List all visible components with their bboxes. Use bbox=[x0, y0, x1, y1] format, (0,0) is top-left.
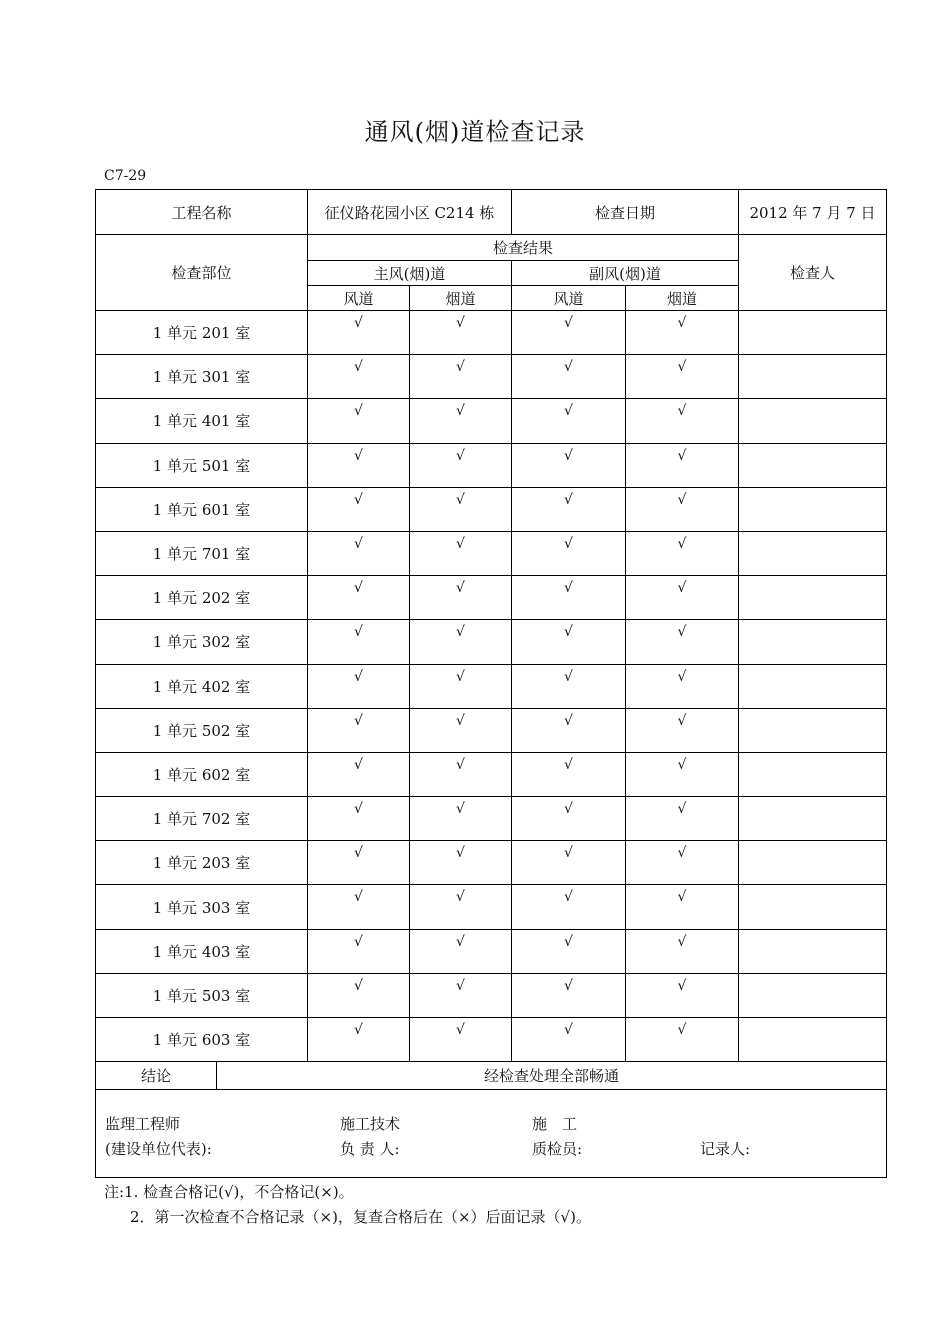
check-mark-aux-air: √ bbox=[512, 797, 626, 841]
room-location: 1 单元 303 室 bbox=[96, 885, 308, 929]
check-mark-main-smoke: √ bbox=[410, 664, 512, 708]
check-mark-aux-smoke: √ bbox=[626, 797, 739, 841]
inspector-cell bbox=[739, 355, 887, 399]
main-smoke-header: 烟道 bbox=[410, 286, 512, 311]
check-mark-aux-air: √ bbox=[512, 752, 626, 796]
room-location: 1 单元 602 室 bbox=[96, 752, 308, 796]
footnotes bbox=[104, 1180, 591, 1230]
check-mark-main-smoke: √ bbox=[410, 708, 512, 752]
table-row bbox=[96, 973, 887, 1017]
form-code: C7-29 bbox=[104, 168, 147, 184]
inspector-cell bbox=[739, 929, 887, 973]
room-location: 1 单元 402 室 bbox=[96, 664, 308, 708]
check-mark-main-smoke: √ bbox=[410, 1018, 512, 1062]
table-row bbox=[96, 708, 887, 752]
room-location: 1 单元 401 室 bbox=[96, 399, 308, 443]
table-row bbox=[96, 399, 887, 443]
check-mark-main-smoke: √ bbox=[410, 311, 512, 355]
check-mark-main-smoke: √ bbox=[410, 929, 512, 973]
table-row bbox=[96, 620, 887, 664]
table-row bbox=[96, 841, 887, 885]
check-mark-aux-air: √ bbox=[512, 311, 626, 355]
check-mark-main-air: √ bbox=[308, 752, 410, 796]
check-mark-main-smoke: √ bbox=[410, 752, 512, 796]
signature-row bbox=[96, 1090, 887, 1178]
conclusion-label: 结论 bbox=[96, 1062, 217, 1089]
check-mark-main-air: √ bbox=[308, 531, 410, 575]
table-row bbox=[96, 797, 887, 841]
check-mark-aux-air: √ bbox=[512, 443, 626, 487]
inspector-cell bbox=[739, 708, 887, 752]
inspector-cell bbox=[739, 399, 887, 443]
tech-lead-title: 施工技术 bbox=[340, 1114, 401, 1133]
supervisor-subtitle: (建设单位代表): bbox=[105, 1139, 212, 1158]
check-mark-main-smoke: √ bbox=[410, 797, 512, 841]
aux-smoke-header: 烟道 bbox=[626, 286, 739, 311]
check-mark-main-air: √ bbox=[308, 620, 410, 664]
location-header: 检查部位 bbox=[96, 235, 308, 311]
check-mark-main-smoke: √ bbox=[410, 531, 512, 575]
inspector-cell bbox=[739, 576, 887, 620]
check-mark-main-air: √ bbox=[308, 973, 410, 1017]
check-mark-aux-smoke: √ bbox=[626, 1018, 739, 1062]
inspector-cell bbox=[739, 1018, 887, 1062]
check-mark-aux-smoke: √ bbox=[626, 443, 739, 487]
table-row bbox=[96, 664, 887, 708]
main-air-header: 风道 bbox=[308, 286, 410, 311]
room-location: 1 单元 203 室 bbox=[96, 841, 308, 885]
check-mark-aux-smoke: √ bbox=[626, 973, 739, 1017]
signature-cell bbox=[96, 1090, 887, 1178]
check-mark-aux-smoke: √ bbox=[626, 311, 739, 355]
table-row bbox=[96, 1018, 887, 1062]
check-mark-main-smoke: √ bbox=[410, 355, 512, 399]
check-mark-main-smoke: √ bbox=[410, 885, 512, 929]
conclusion-row bbox=[96, 1062, 887, 1090]
check-mark-main-air: √ bbox=[308, 885, 410, 929]
room-location: 1 单元 701 室 bbox=[96, 531, 308, 575]
conclusion-value: 经检查处理全部畅通 bbox=[484, 1067, 620, 1086]
room-location: 1 单元 403 室 bbox=[96, 929, 308, 973]
room-location: 1 单元 503 室 bbox=[96, 973, 308, 1017]
inspection-table bbox=[95, 189, 887, 1178]
check-mark-main-smoke: √ bbox=[410, 841, 512, 885]
inspector-cell bbox=[739, 531, 887, 575]
room-location: 1 单元 502 室 bbox=[96, 708, 308, 752]
inspector-cell bbox=[739, 841, 887, 885]
room-location: 1 单元 302 室 bbox=[96, 620, 308, 664]
check-mark-main-air: √ bbox=[308, 708, 410, 752]
aux-duct-header: 副风(烟)道 bbox=[512, 261, 739, 286]
inspector-cell bbox=[739, 487, 887, 531]
check-mark-aux-air: √ bbox=[512, 841, 626, 885]
check-mark-main-smoke: √ bbox=[410, 399, 512, 443]
check-mark-main-air: √ bbox=[308, 443, 410, 487]
table-row bbox=[96, 929, 887, 973]
header-row bbox=[96, 190, 887, 235]
check-mark-main-smoke: √ bbox=[410, 487, 512, 531]
check-mark-aux-air: √ bbox=[512, 487, 626, 531]
room-location: 1 单元 202 室 bbox=[96, 576, 308, 620]
supervisor-title: 监理工程师 bbox=[105, 1114, 181, 1133]
check-mark-aux-air: √ bbox=[512, 355, 626, 399]
check-mark-aux-air: √ bbox=[512, 1018, 626, 1062]
check-mark-aux-air: √ bbox=[512, 664, 626, 708]
check-mark-aux-smoke: √ bbox=[626, 487, 739, 531]
check-mark-main-air: √ bbox=[308, 797, 410, 841]
note-1: 注:1. 检查合格记(√)，不合格记(×)。 bbox=[104, 1183, 354, 1201]
check-mark-main-smoke: √ bbox=[410, 973, 512, 1017]
inspector-cell bbox=[739, 752, 887, 796]
check-mark-aux-air: √ bbox=[512, 929, 626, 973]
recorder-label: 记录人: bbox=[700, 1139, 751, 1158]
check-mark-aux-smoke: √ bbox=[626, 576, 739, 620]
room-location: 1 单元 301 室 bbox=[96, 355, 308, 399]
check-mark-aux-air: √ bbox=[512, 620, 626, 664]
check-mark-aux-smoke: √ bbox=[626, 885, 739, 929]
check-mark-aux-air: √ bbox=[512, 708, 626, 752]
column-header-row-1 bbox=[96, 235, 887, 261]
inspection-date-label: 检查日期 bbox=[512, 190, 739, 235]
tech-lead-subtitle: 负 责 人: bbox=[340, 1139, 400, 1158]
check-mark-aux-smoke: √ bbox=[626, 399, 739, 443]
check-mark-aux-smoke: √ bbox=[626, 929, 739, 973]
aux-air-header: 风道 bbox=[512, 286, 626, 311]
inspector-cell bbox=[739, 620, 887, 664]
check-mark-main-air: √ bbox=[308, 576, 410, 620]
inspector-cell bbox=[739, 664, 887, 708]
inspection-date-value: 2012 年 7 月 7 日 bbox=[739, 190, 887, 235]
inspector-cell bbox=[739, 885, 887, 929]
check-mark-aux-smoke: √ bbox=[626, 708, 739, 752]
qc-title: 施 工 bbox=[532, 1114, 578, 1133]
table-row bbox=[96, 487, 887, 531]
table-row bbox=[96, 443, 887, 487]
table-row bbox=[96, 311, 887, 355]
check-mark-main-smoke: √ bbox=[410, 443, 512, 487]
room-location: 1 单元 501 室 bbox=[96, 443, 308, 487]
check-mark-main-air: √ bbox=[308, 929, 410, 973]
check-mark-aux-air: √ bbox=[512, 885, 626, 929]
check-mark-aux-smoke: √ bbox=[626, 664, 739, 708]
check-mark-main-smoke: √ bbox=[410, 620, 512, 664]
check-mark-aux-air: √ bbox=[512, 576, 626, 620]
check-mark-main-air: √ bbox=[308, 841, 410, 885]
table-row bbox=[96, 885, 887, 929]
check-mark-aux-smoke: √ bbox=[626, 620, 739, 664]
document-title: 通风(烟)道检查记录 bbox=[364, 118, 586, 146]
inspector-cell bbox=[739, 797, 887, 841]
check-mark-aux-air: √ bbox=[512, 973, 626, 1017]
check-mark-aux-air: √ bbox=[512, 531, 626, 575]
room-location: 1 单元 702 室 bbox=[96, 797, 308, 841]
room-location: 1 单元 201 室 bbox=[96, 311, 308, 355]
project-name-label: 工程名称 bbox=[96, 190, 308, 235]
inspector-header: 检查人 bbox=[739, 235, 887, 311]
check-mark-main-air: √ bbox=[308, 664, 410, 708]
check-mark-aux-smoke: √ bbox=[626, 355, 739, 399]
check-mark-aux-air: √ bbox=[512, 399, 626, 443]
check-mark-main-air: √ bbox=[308, 1018, 410, 1062]
check-mark-main-smoke: √ bbox=[410, 576, 512, 620]
check-mark-main-air: √ bbox=[308, 355, 410, 399]
table-row bbox=[96, 355, 887, 399]
check-mark-main-air: √ bbox=[308, 311, 410, 355]
table-row bbox=[96, 752, 887, 796]
main-duct-header: 主风(烟)道 bbox=[308, 261, 512, 286]
qc-subtitle: 质检员: bbox=[532, 1139, 583, 1158]
check-mark-main-air: √ bbox=[308, 487, 410, 531]
inspector-cell bbox=[739, 311, 887, 355]
inspector-cell bbox=[739, 443, 887, 487]
check-mark-aux-smoke: √ bbox=[626, 531, 739, 575]
inspector-cell bbox=[739, 973, 887, 1017]
conclusion-cell bbox=[96, 1062, 887, 1090]
note-2: 2．第一次检查不合格记录（×)，复查合格后在（×）后面记录（√)。 bbox=[130, 1208, 591, 1226]
room-location: 1 单元 603 室 bbox=[96, 1018, 308, 1062]
check-mark-main-air: √ bbox=[308, 399, 410, 443]
project-name-value: 征仪路花园小区 C214 栋 bbox=[308, 190, 512, 235]
result-header: 检查结果 bbox=[308, 235, 739, 261]
table-row bbox=[96, 576, 887, 620]
check-mark-aux-smoke: √ bbox=[626, 752, 739, 796]
room-location: 1 单元 601 室 bbox=[96, 487, 308, 531]
table-row bbox=[96, 531, 887, 575]
check-mark-aux-smoke: √ bbox=[626, 841, 739, 885]
